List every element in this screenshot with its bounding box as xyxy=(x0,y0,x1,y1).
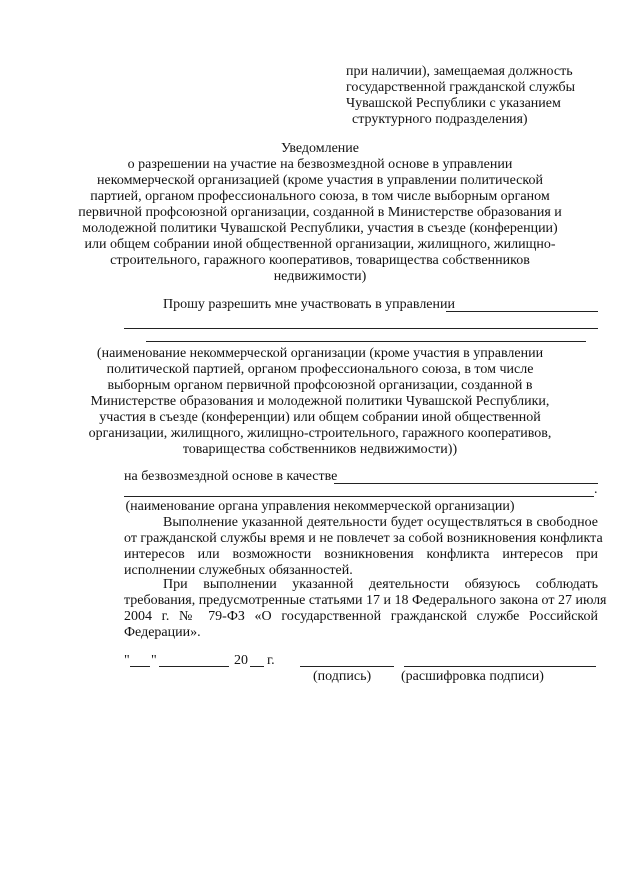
document-title: Уведомление xyxy=(280,141,359,156)
request-text: Прошу разрешить мне участвовать в управлении xyxy=(163,297,455,312)
signature-decode-blank[interactable] xyxy=(404,666,596,667)
subtitle-line: молодежной политики Чувашской Республики, участия в съезде (конференции) xyxy=(82,221,558,236)
date-open-quote: " xyxy=(124,653,130,668)
date-year-suffix: г. xyxy=(267,653,275,668)
subtitle-line: или общем собрании иной общественной организации, жилищного, жилищно- xyxy=(84,237,556,252)
header-line: государственной гражданской службы xyxy=(346,80,576,95)
org-hint-line: выборным органом первичной профсоюзной организации, созданной в xyxy=(107,378,533,393)
org-hint-line: Министерстве образования и молодежной политики Чувашской Республики, xyxy=(90,394,550,409)
subtitle-line: некоммерческой организацией (кроме участия в управлении политической xyxy=(97,173,543,188)
paragraph-line: требования, предусмотренные статьями 17 и 18 Федерального закона от 27 июля xyxy=(124,593,607,608)
signature-decode-label: (расшифровка подписи) xyxy=(401,669,544,684)
org-hint-line: участия в съезде (конференции) или общем собрании иной общественной xyxy=(99,410,541,425)
subtitle-line: партией, органом профессионального союза, в том числе выборным органом xyxy=(90,189,550,204)
signature-label: (подпись) xyxy=(313,669,372,684)
org-blank-line[interactable] xyxy=(446,311,598,312)
capacity-blank-line[interactable] xyxy=(334,483,598,484)
paragraph-line: Выполнение указанной деятельности будет осуществляться в свободное xyxy=(163,515,598,530)
date-month-blank[interactable] xyxy=(159,666,229,667)
paragraph-line: Федерации». xyxy=(124,625,201,640)
subtitle-line: первичной профсоюзной организации, созданной в Министерстве образования и xyxy=(78,205,562,220)
org-blank-line[interactable] xyxy=(146,341,586,342)
date-year-prefix: 20 xyxy=(234,653,248,668)
date-close-quote: " xyxy=(151,653,157,668)
capacity-hint: (наименование органа управления некоммерческой организации) xyxy=(125,499,515,514)
signature-blank[interactable] xyxy=(300,666,394,667)
org-hint-line: товарищества собственников недвижимости)) xyxy=(182,442,458,457)
header-line: при наличии), замещаемая должность xyxy=(346,64,573,79)
org-blank-line[interactable] xyxy=(124,328,598,329)
date-day-blank[interactable] xyxy=(130,666,150,667)
subtitle-line: недвижимости) xyxy=(273,269,367,284)
paragraph-line: исполнении служебных обязанностей. xyxy=(124,563,353,578)
subtitle-line: строительного, гаражного кооперативов, товарищества собственников xyxy=(110,253,530,268)
header-line: Чувашской Республики с указанием xyxy=(346,96,561,111)
capacity-blank-line[interactable] xyxy=(124,496,594,497)
paragraph-line: 2004 г. № 79-ФЗ «О государственной гражданской службе Российской xyxy=(124,609,598,624)
capacity-end-dot: . xyxy=(594,482,598,497)
capacity-text: на безвозмездной основе в качестве xyxy=(124,469,338,484)
paragraph-line: от гражданской службы время и не повлечет за собой возникновения конфликта xyxy=(124,531,603,546)
subtitle-line: о разрешении на участие на безвозмездной основе в управлении xyxy=(127,157,513,172)
org-hint-line: организации, жилищного, жилищно-строительного, гаражного кооперативов, xyxy=(88,426,552,441)
org-hint-line: политической партией, органом профессионального союза, в том числе xyxy=(106,362,534,377)
paragraph-line: При выполнении указанной деятельности обязуюсь соблюдать xyxy=(163,577,598,592)
date-year-blank[interactable] xyxy=(250,666,264,667)
paragraph-line: интересов или возможности возникновения конфликта интересов при xyxy=(124,547,598,562)
header-line: структурного подразделения) xyxy=(352,112,528,127)
org-hint-line: (наименование некоммерческой организации (кроме участия в управлении xyxy=(96,346,544,361)
